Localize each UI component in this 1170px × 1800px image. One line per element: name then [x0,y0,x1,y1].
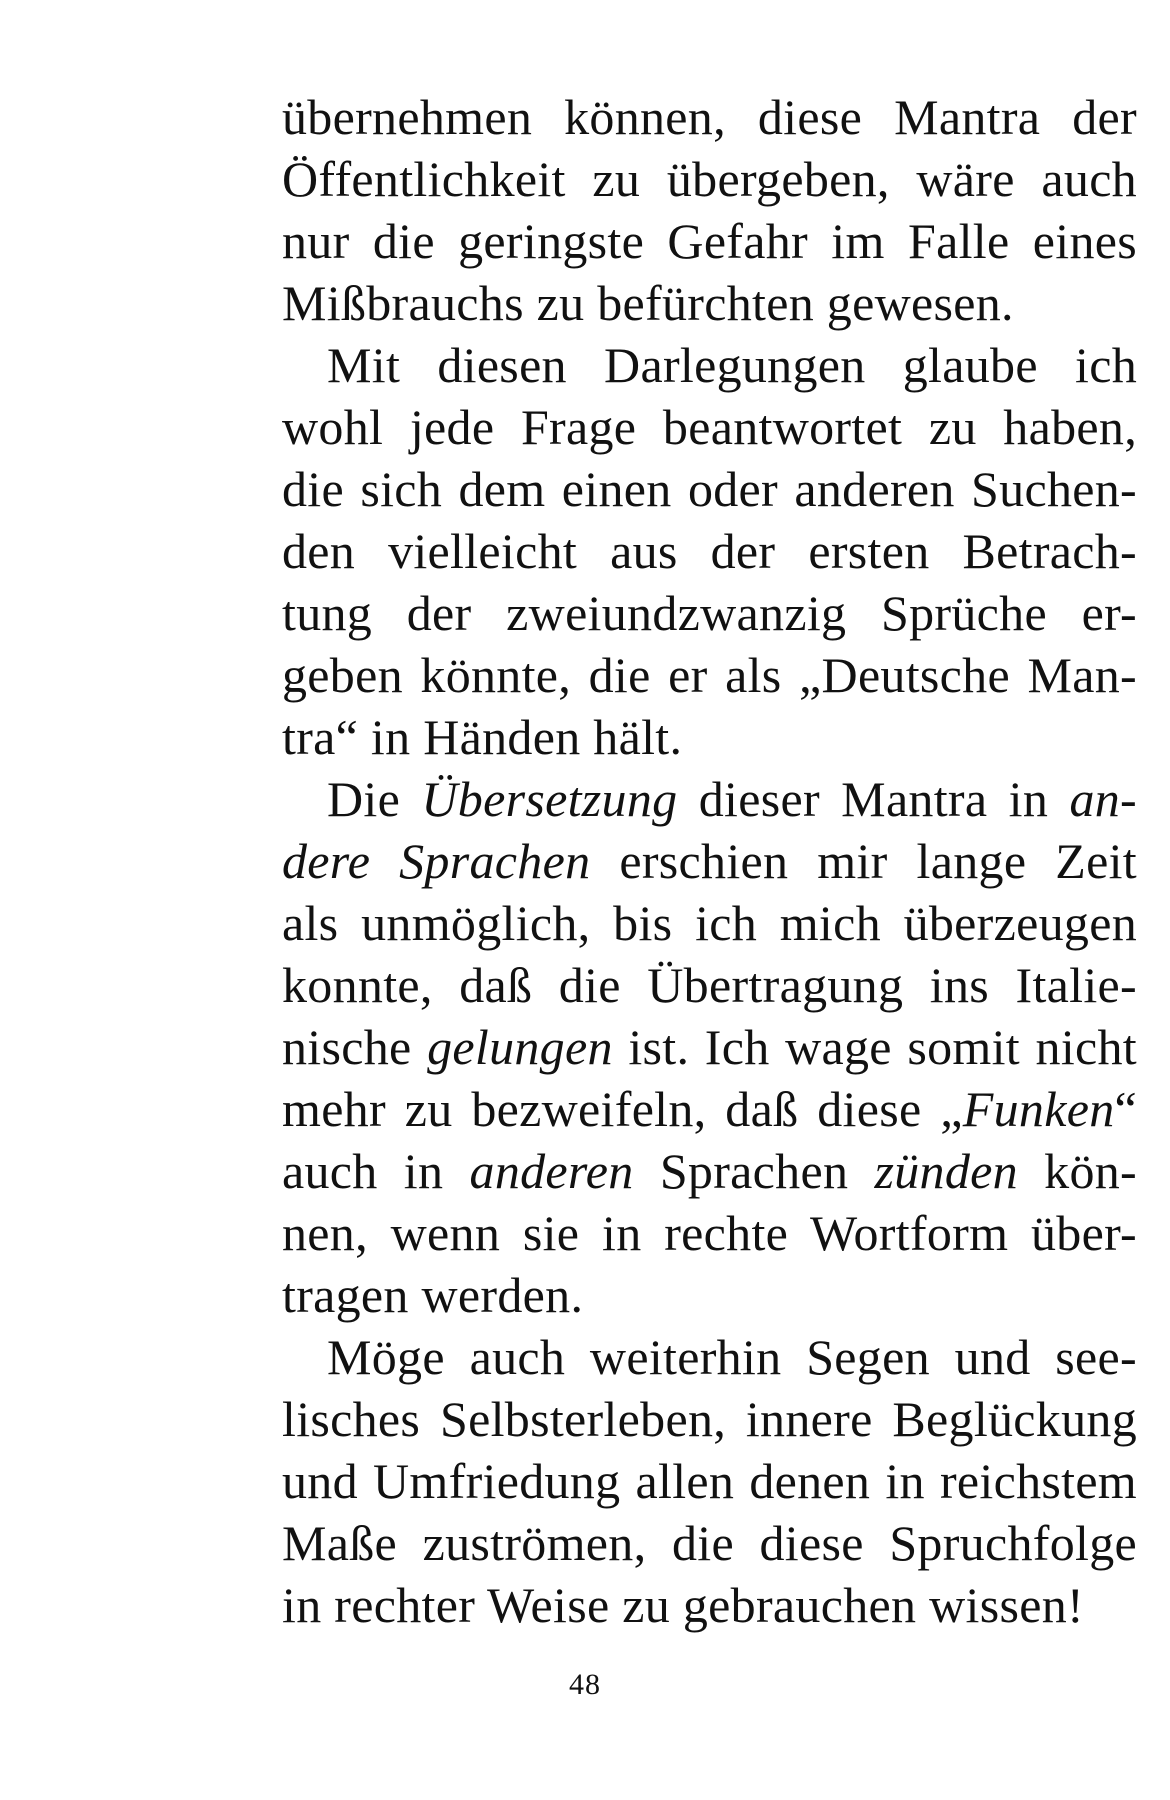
text-line [282,210,1137,272]
text-segment: tung der zweiundzwanzig Sprüche er- [282,585,1137,641]
text-segment: Öffentlichkeit zu übergeben, wäre auch [282,151,1137,207]
text-line [282,1078,1137,1140]
text-segment: lisches Selbsterleben, innere Beglückung [282,1391,1137,1447]
text-segment: mehr zu bezweifeln, daß diese „ [282,1081,963,1137]
text-line [282,892,1137,954]
text-line [282,582,1137,644]
text-line [282,1388,1137,1450]
paragraph [282,768,1137,1326]
text-line [282,706,1137,768]
text-line [282,1140,1137,1202]
italic-text: zünden [874,1143,1018,1199]
text-segment: in rechter Weise zu gebrauchen wissen! [282,1577,1084,1633]
paragraph [282,334,1137,768]
text-segment: tragen werden. [282,1267,584,1323]
italic-text: an- [1069,771,1137,827]
text-line [282,148,1137,210]
text-segment: konnte, daß die Übertragung ins Italie- [282,957,1137,1013]
text-line [282,520,1137,582]
text-segment: wohl jede Frage beantwortet zu haben, [282,399,1137,455]
text-segment: geben könnte, die er als „Deutsche Man- [282,647,1137,703]
text-line [282,396,1137,458]
text-segment: nen, wenn sie in rechte Wortform über- [282,1205,1137,1261]
text-line [282,1202,1137,1264]
text-line [282,86,1137,148]
text-segment: Maße zuströmen, die diese Spruchfolge [282,1515,1137,1571]
text-segment: ist. Ich wage somit nicht [612,1019,1137,1075]
italic-text: dere Sprachen [282,833,591,889]
text-segment: Mißbrauchs zu befürchten gewesen. [282,275,1014,331]
text-line [282,1326,1137,1388]
text-segment: als unmöglich, bis ich mich überzeugen [282,895,1137,951]
text-segment: Möge auch weiterhin Segen und see- [327,1329,1137,1385]
text-line [282,768,1137,830]
text-line [282,1512,1137,1574]
text-line [282,1450,1137,1512]
text-segment: Sprachen [633,1143,875,1199]
text-segment: kön- [1017,1143,1138,1199]
text-line [282,830,1137,892]
text-segment: den vielleicht aus der ersten Betrach- [282,523,1137,579]
text-line [282,954,1137,1016]
text-line [282,1016,1137,1078]
text-segment: Die [327,771,422,827]
text-segment: erschien mir lange Zeit [590,833,1137,889]
italic-text: gelungen [427,1019,613,1075]
text-segment: tra“ in Händen hält. [282,709,683,765]
text-line [282,1264,1137,1326]
page-number: 48 [569,1668,601,1701]
text-segment: Mit diesen Darlegungen glaube ich [327,337,1137,393]
text-line [282,334,1137,396]
text-segment: nur die geringste Gefahr im Falle eines [282,213,1137,269]
text-segment: dieser Mantra in [677,771,1070,827]
text-segment: nische [282,1019,428,1075]
body-text [282,86,1137,1636]
italic-text: Übersetzung [421,771,678,827]
italic-text: Funken [962,1081,1115,1137]
text-segment: übernehmen können, diese Mantra der [282,89,1137,145]
text-segment: und Umfriedung allen denen in reichstem [282,1453,1137,1509]
paragraph [282,86,1137,334]
text-line [282,1574,1137,1636]
text-line [282,272,1137,334]
text-line [282,644,1137,706]
text-line [282,458,1137,520]
text-segment: “ [1114,1081,1137,1137]
paragraph [282,1326,1137,1636]
text-segment: auch in [282,1143,470,1199]
text-segment: die sich dem einen oder anderen Suchen- [282,461,1137,517]
italic-text: anderen [469,1143,634,1199]
